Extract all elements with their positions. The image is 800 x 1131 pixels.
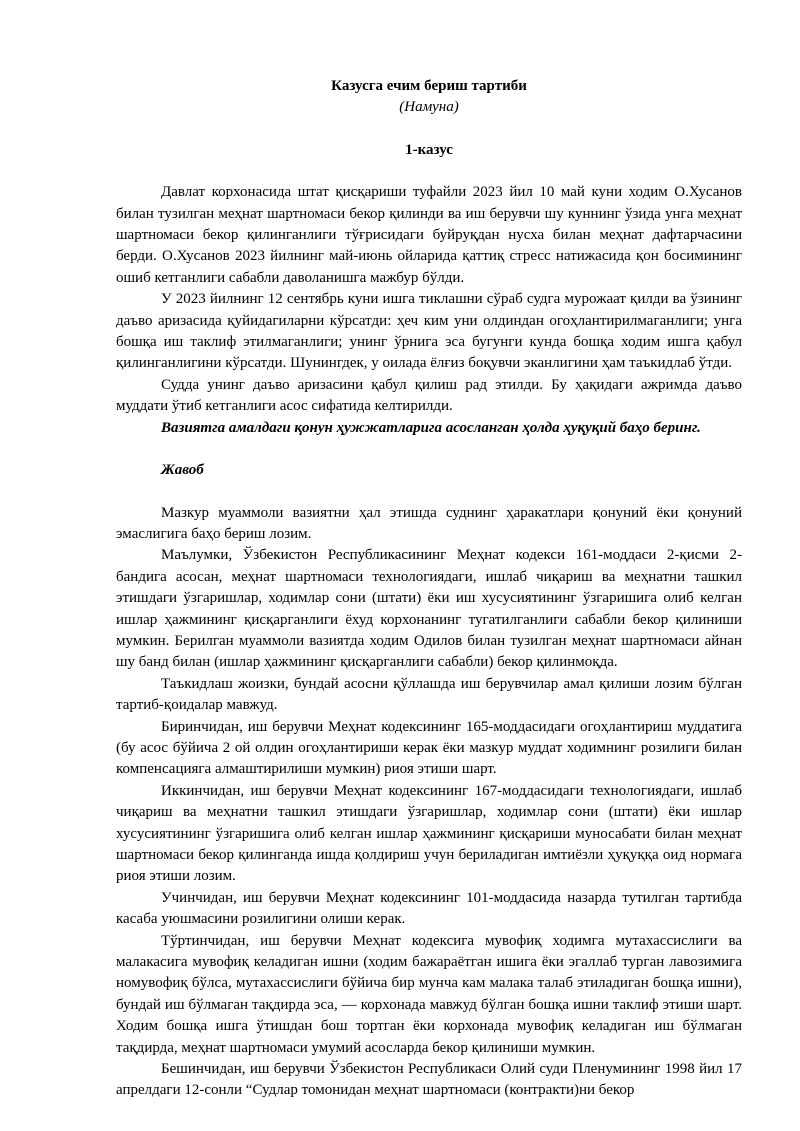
case-paragraph: Судда унинг даъво аризасини қабул қилиш рад этилди. Бу ҳақидаги ажримда даъво муддати ўтиб кетганлиги асос сифатида келтирилди. — [116, 376, 742, 415]
case-paragraph: У 2023 йилнинг 12 сентябрь куни ишга тиклашни сўраб судга мурожаат қилди ва ўзининг даъво аризасида қуйидагиларни кўрсатди: ҳеч ким уни олдиндан огоҳлантирилмаганлиги; унга бошқа иш таклиф этилмаганлиги; унинг ўрнига эса бугунги кунда бошқа ходим ишга қабул қилинганлигини кўрсатди. Шунингдек, у оилада ёлғиз боқувчи эканлигини ҳам таъкидлаб ўтди. — [116, 291, 742, 372]
answer-paragraph: Тўртинчидан, иш берувчи Меҳнат кодексига мувофиқ ходимга мутахассислиги ва малакасига мувофиқ келадиган ишни (ходим бажараётган ишига ёки эгаллаб турган лавозимига номувофиқ бўлса, мутахассислиги бўйича бир мунча кам малака талаб этиладиган бошқа ишни), бундай иш бўлмаган тақдирда эса, — корхонада мавжуд бўлган бошқа ишни таклиф этиши шарт. Ходим бошқа ишга ўтишдан бош тортган ёки корхонада мувофиқ келадиган иш бўлмаган тақдирда, меҳнат шартномаси умумий асосларда бекор қилиниши мумкин. — [116, 932, 742, 1056]
answer-paragraph: Таъкидлаш жоизки, бундай асосни қўллашда иш берувчилар амал қилиши лозим бўлган тартиб-қоидалар мавжуд. — [116, 675, 742, 714]
answer-paragraph: Мазкур муаммоли вазиятни ҳал этишда суднинг ҳаракатлари қонуний ёки қонуний эмаслигига баҳо бериш лозим. — [116, 504, 742, 542]
answer-heading: Жавоб — [161, 462, 204, 479]
answer-paragraph: Учинчидан, иш берувчи Меҳнат кодексининг 101-моддасида назарда тутилган тартибда касаба уюшмасини розилигини олиши керак. — [116, 889, 742, 928]
document-title: Казусга ечим бериш тартиби — [331, 78, 527, 94]
answer-paragraph: Биринчидан, иш берувчи Меҳнат кодексининг 165-моддасидаги огоҳлантириш муддатига (бу асос бўйича 2 ой олдин огоҳлантириши керак ёки мазкур муддат ходимнинг розилиги билан компенсацияга алмаштирилиши мумкин) риоя этиши шарт. — [116, 718, 742, 778]
case-heading: 1-казус — [405, 141, 453, 158]
task-statement: Вазиятга амалдаги қонун ҳужжатларига асосланган ҳолда ҳуқуқий баҳо беринг. — [161, 419, 701, 436]
answer-paragraph: Иккинчидан, иш берувчи Меҳнат кодексининг 167-моддасидаги технологиядаги, ишлаб чиқариш ва меҳнатни ташкил этишдаги ўзгаришлар, ходимлар сони (штати) ёки ишлар хусусиятининг ўзгаришига олиб келган ишлар ҳажмининг қисқариши муносабати билан меҳнат шартномаси бекор қилинганда ишда қолдириш учун бериладиган имтиёзли ҳуқуққа оид нормага риоя этиши лозим. — [116, 782, 742, 885]
answer-paragraph: Маълумки, Ўзбекистон Республикасининг Меҳнат кодекси 161-моддаси 2-қисми 2-бандига асосан, меҳнат шартномаси технологиядаги, ишлаб чиқариш ва меҳнатни ташкил этишдаги ўзгаришлар, ходимлар сони (штати) ёки иш хусусиятининг ўзгаришига олиб келган ишлар ҳажмининг қисқарганлиги ёхуд корхонанинг тугатилганлиги сабабли бекор қилиниши мумкин. Берилган муаммоли вазиятда ходим Одилов билан тузилган меҳнат шартномаси айнан шу банд билан (ишлар ҳажмининг қисқарганлиги сабабли) бекор қилинмоқда. — [116, 547, 742, 671]
case-paragraph: Давлат корхонасида штат қисқариши туфайли 2023 йил 10 май куни ходим О.Хусанов билан тузилган меҳнат шартномаси бекор қилинди ва иш берувчи шу куннинг ўзида унга меҳнат шартномаси бекор қилинганлиги тўғрисидаги буйруқдан нусха билан меҳнат дафтарчасини берди. О.Хусанов 2023 йилнинг май-июнь ойларида қаттиқ стресс натижасида қон босимининг ошиб кетганлиги сабабли даволанишга мажбур бўлди. — [116, 184, 742, 286]
answer-paragraph: Бешинчидан, иш берувчи Ўзбекистон Республикаси Олий суди Пленумининг 1998 йил 17 апрелдаги 12-сонли “Судлар томонидан меҳнат шартномаси (контракти)ни бекор — [116, 1061, 742, 1099]
document-subtitle: (Намуна) — [399, 99, 459, 116]
